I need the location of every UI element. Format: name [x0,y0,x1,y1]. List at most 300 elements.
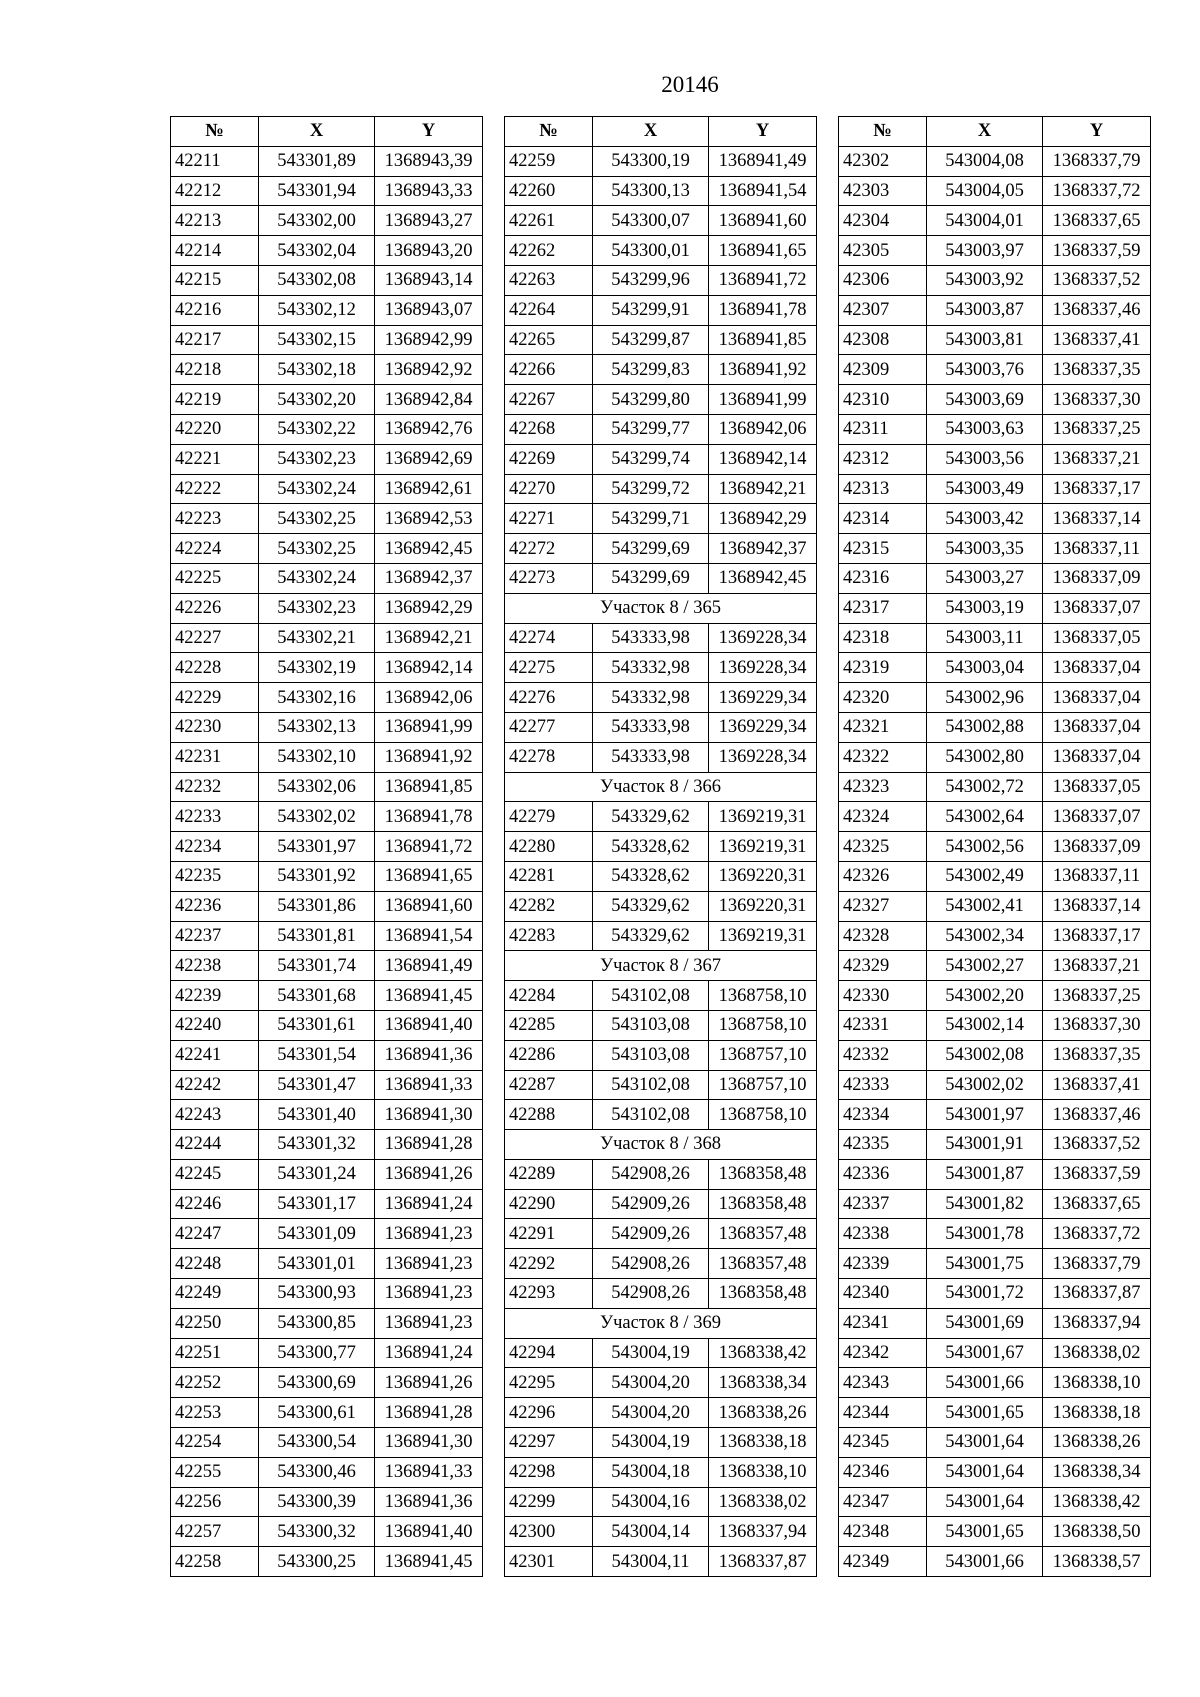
x-coordinate: 543300,69 [259,1368,375,1398]
x-coordinate: 543002,20 [927,981,1043,1011]
y-coordinate: 1368338,34 [1043,1457,1151,1487]
y-coordinate: 1368941,24 [375,1338,483,1368]
point-number: 42285 [505,1010,593,1040]
table-row [839,355,1151,385]
table-row [171,623,483,653]
point-number: 42219 [171,385,259,415]
x-coordinate: 543001,91 [927,1130,1043,1160]
x-coordinate: 543299,87 [593,325,709,355]
table-row [171,1100,483,1130]
x-coordinate: 543001,64 [927,1457,1043,1487]
x-coordinate: 543300,32 [259,1517,375,1547]
x-coordinate: 543004,08 [927,146,1043,176]
table-row [171,1457,483,1487]
table-row [839,265,1151,295]
table-row [171,1249,483,1279]
x-coordinate: 542908,26 [593,1159,709,1189]
table-row [839,1487,1151,1517]
table-row [839,1308,1151,1338]
table-row [505,802,817,832]
y-coordinate: 1368943,07 [375,295,483,325]
y-coordinate: 1368942,29 [375,593,483,623]
y-coordinate: 1368941,36 [375,1040,483,1070]
y-coordinate: 1368358,48 [709,1159,817,1189]
x-coordinate: 543001,66 [927,1368,1043,1398]
point-number: 42339 [839,1249,927,1279]
table-row [171,1338,483,1368]
point-number: 42236 [171,891,259,921]
table-row [839,1100,1151,1130]
point-number: 42312 [839,444,927,474]
y-coordinate: 1368337,14 [1043,504,1151,534]
table-row [839,832,1151,862]
x-coordinate: 543002,41 [927,891,1043,921]
table-row [839,385,1151,415]
table-row [171,325,483,355]
table-row [505,742,817,772]
y-coordinate: 1368337,87 [709,1547,817,1577]
table-row [839,176,1151,206]
section-row [505,593,817,623]
table-row [171,802,483,832]
table-row [505,325,817,355]
x-coordinate: 543001,75 [927,1249,1043,1279]
table-row [505,832,817,862]
y-coordinate: 1368337,65 [1043,1189,1151,1219]
section-title: Участок 8 / 367 [505,951,817,981]
y-coordinate: 1368357,48 [709,1249,817,1279]
table-row [505,1487,817,1517]
point-number: 42269 [505,444,593,474]
point-number: 42296 [505,1398,593,1428]
x-coordinate: 543300,13 [593,176,709,206]
y-coordinate: 1368941,45 [375,981,483,1011]
table-row [505,1547,817,1577]
x-coordinate: 543004,19 [593,1338,709,1368]
table-row [505,1457,817,1487]
table-row [839,534,1151,564]
table-row [839,1338,1151,1368]
point-number: 42310 [839,385,927,415]
y-coordinate: 1368941,60 [375,891,483,921]
point-number: 42284 [505,981,593,1011]
y-coordinate: 1368338,26 [1043,1428,1151,1458]
table-row [171,444,483,474]
point-number: 42328 [839,921,927,951]
table-row [171,1279,483,1309]
x-coordinate: 543302,16 [259,683,375,713]
y-coordinate: 1368338,42 [709,1338,817,1368]
table-row [505,1398,817,1428]
table-row [171,891,483,921]
y-coordinate: 1368757,10 [709,1040,817,1070]
table-row [171,504,483,534]
x-coordinate: 543299,72 [593,474,709,504]
x-coordinate: 543003,11 [927,623,1043,653]
x-coordinate: 543002,96 [927,683,1043,713]
x-coordinate: 543302,13 [259,712,375,742]
y-coordinate: 1368941,28 [375,1398,483,1428]
x-coordinate: 543002,56 [927,832,1043,862]
table-row [839,1249,1151,1279]
y-coordinate: 1368337,52 [1043,265,1151,295]
table-row [839,772,1151,802]
x-coordinate: 543299,91 [593,295,709,325]
table-row [171,1189,483,1219]
point-number: 42253 [171,1398,259,1428]
table-row [839,653,1151,683]
x-coordinate: 543302,04 [259,236,375,266]
y-coordinate: 1368942,37 [709,534,817,564]
y-coordinate: 1368943,33 [375,176,483,206]
y-coordinate: 1368758,10 [709,1010,817,1040]
y-coordinate: 1368338,26 [709,1398,817,1428]
x-coordinate: 543003,81 [927,325,1043,355]
x-coordinate: 543301,24 [259,1159,375,1189]
point-number: 42220 [171,414,259,444]
y-coordinate: 1368358,48 [709,1279,817,1309]
header-number: № [505,117,593,147]
y-coordinate: 1369219,31 [709,921,817,951]
y-coordinate: 1368941,30 [375,1100,483,1130]
x-coordinate: 543001,66 [927,1547,1043,1577]
y-coordinate: 1368337,25 [1043,981,1151,1011]
table-row [171,534,483,564]
x-coordinate: 543329,62 [593,891,709,921]
table-row [505,176,817,206]
y-coordinate: 1368337,21 [1043,444,1151,474]
table-row [839,1189,1151,1219]
table-row [171,176,483,206]
table-row [839,1457,1151,1487]
point-number: 42309 [839,355,927,385]
x-coordinate: 542908,26 [593,1249,709,1279]
point-number: 42234 [171,832,259,862]
point-number: 42326 [839,861,927,891]
y-coordinate: 1368758,10 [709,981,817,1011]
x-coordinate: 543302,00 [259,206,375,236]
x-coordinate: 543301,89 [259,146,375,176]
point-number: 42297 [505,1428,593,1458]
table-row [839,981,1151,1011]
section-title: Участок 8 / 365 [505,593,817,623]
point-number: 42340 [839,1279,927,1309]
x-coordinate: 543102,08 [593,1070,709,1100]
y-coordinate: 1368941,65 [375,861,483,891]
point-number: 42211 [171,146,259,176]
y-coordinate: 1368337,05 [1043,772,1151,802]
table-row [171,1428,483,1458]
coordinates-table-2 [504,116,817,1577]
table-row [171,1040,483,1070]
y-coordinate: 1369220,31 [709,861,817,891]
point-number: 42247 [171,1219,259,1249]
header-y: Y [709,117,817,147]
x-coordinate: 543301,86 [259,891,375,921]
section-row [505,951,817,981]
y-coordinate: 1369219,31 [709,802,817,832]
table-row [505,653,817,683]
table-row [505,146,817,176]
point-number: 42267 [505,385,593,415]
y-coordinate: 1368942,06 [375,683,483,713]
x-coordinate: 543001,67 [927,1338,1043,1368]
x-coordinate: 543299,77 [593,414,709,444]
table-row [505,712,817,742]
table-row [505,504,817,534]
y-coordinate: 1368338,10 [1043,1368,1151,1398]
table-row [505,1249,817,1279]
table-row [839,1368,1151,1398]
point-number: 42345 [839,1428,927,1458]
y-coordinate: 1368337,72 [1043,1219,1151,1249]
x-coordinate: 543302,21 [259,623,375,653]
table-row [839,236,1151,266]
y-coordinate: 1368337,04 [1043,683,1151,713]
y-coordinate: 1368942,69 [375,444,483,474]
x-coordinate: 543003,19 [927,593,1043,623]
y-coordinate: 1368337,41 [1043,1070,1151,1100]
table-row [505,444,817,474]
table-row [839,1010,1151,1040]
y-coordinate: 1369229,34 [709,712,817,742]
point-number: 42349 [839,1547,927,1577]
y-coordinate: 1368941,33 [375,1070,483,1100]
x-coordinate: 543299,69 [593,534,709,564]
table-row [171,1487,483,1517]
x-coordinate: 543003,92 [927,265,1043,295]
table-row [171,1517,483,1547]
y-coordinate: 1368943,14 [375,265,483,295]
point-number: 42242 [171,1070,259,1100]
point-number: 42306 [839,265,927,295]
section-title: Участок 8 / 369 [505,1308,817,1338]
point-number: 42263 [505,265,593,295]
x-coordinate: 543301,09 [259,1219,375,1249]
table-row [171,146,483,176]
y-coordinate: 1368941,65 [709,236,817,266]
x-coordinate: 543301,47 [259,1070,375,1100]
x-coordinate: 543302,02 [259,802,375,832]
x-coordinate: 543300,61 [259,1398,375,1428]
point-number: 42273 [505,563,593,593]
point-number: 42266 [505,355,593,385]
x-coordinate: 543301,40 [259,1100,375,1130]
table-row [505,1040,817,1070]
x-coordinate: 543300,07 [593,206,709,236]
table-row [839,504,1151,534]
point-number: 42327 [839,891,927,921]
x-coordinate: 543300,54 [259,1428,375,1458]
point-number: 42248 [171,1249,259,1279]
y-coordinate: 1369220,31 [709,891,817,921]
x-coordinate: 543003,49 [927,474,1043,504]
point-number: 42332 [839,1040,927,1070]
y-coordinate: 1368941,54 [375,921,483,951]
table-row [505,414,817,444]
point-number: 42277 [505,712,593,742]
y-coordinate: 1368941,72 [709,265,817,295]
table-row [171,861,483,891]
point-number: 42226 [171,593,259,623]
y-coordinate: 1368941,85 [375,772,483,802]
point-number: 42254 [171,1428,259,1458]
table-row [839,1219,1151,1249]
x-coordinate: 543002,14 [927,1010,1043,1040]
table-row [505,474,817,504]
table-row [171,1398,483,1428]
table-row [839,623,1151,653]
table-row [839,146,1151,176]
table-row [505,1010,817,1040]
point-number: 42274 [505,623,593,653]
point-number: 42265 [505,325,593,355]
y-coordinate: 1368337,21 [1043,951,1151,981]
y-coordinate: 1368337,04 [1043,653,1151,683]
x-coordinate: 543332,98 [593,653,709,683]
y-coordinate: 1368942,61 [375,474,483,504]
point-number: 42249 [171,1279,259,1309]
point-number: 42243 [171,1100,259,1130]
x-coordinate: 543328,62 [593,832,709,862]
x-coordinate: 543302,15 [259,325,375,355]
point-number: 42246 [171,1189,259,1219]
table-row [839,414,1151,444]
y-coordinate: 1368337,04 [1043,712,1151,742]
point-number: 42330 [839,981,927,1011]
y-coordinate: 1369229,34 [709,683,817,713]
point-number: 42262 [505,236,593,266]
point-number: 42323 [839,772,927,802]
x-coordinate: 543003,69 [927,385,1043,415]
point-number: 42294 [505,1338,593,1368]
x-coordinate: 543003,35 [927,534,1043,564]
x-coordinate: 543301,68 [259,981,375,1011]
y-coordinate: 1368942,53 [375,504,483,534]
point-number: 42230 [171,712,259,742]
x-coordinate: 543001,64 [927,1487,1043,1517]
x-coordinate: 543300,85 [259,1308,375,1338]
x-coordinate: 543302,25 [259,504,375,534]
y-coordinate: 1368943,27 [375,206,483,236]
x-coordinate: 543301,17 [259,1189,375,1219]
y-coordinate: 1368338,50 [1043,1517,1151,1547]
x-coordinate: 543332,98 [593,683,709,713]
point-number: 42300 [505,1517,593,1547]
x-coordinate: 543299,69 [593,563,709,593]
y-coordinate: 1368941,45 [375,1547,483,1577]
x-coordinate: 543328,62 [593,861,709,891]
point-number: 42315 [839,534,927,564]
x-coordinate: 543002,27 [927,951,1043,981]
table-row [839,325,1151,355]
point-number: 42348 [839,1517,927,1547]
point-number: 42252 [171,1368,259,1398]
y-coordinate: 1368941,72 [375,832,483,862]
x-coordinate: 543300,39 [259,1487,375,1517]
table-row [505,861,817,891]
x-coordinate: 543302,10 [259,742,375,772]
table-row [839,295,1151,325]
point-number: 42295 [505,1368,593,1398]
y-coordinate: 1368943,20 [375,236,483,266]
point-number: 42298 [505,1457,593,1487]
table-row [171,981,483,1011]
y-coordinate: 1368942,21 [375,623,483,653]
point-number: 42307 [839,295,927,325]
point-number: 42288 [505,1100,593,1130]
table-row [171,1368,483,1398]
table-row [839,593,1151,623]
header-number: № [839,117,927,147]
point-number: 42292 [505,1249,593,1279]
table-row [171,236,483,266]
point-number: 42232 [171,772,259,802]
point-number: 42270 [505,474,593,504]
header-x: X [259,117,375,147]
point-number: 42245 [171,1159,259,1189]
y-coordinate: 1368337,30 [1043,1010,1151,1040]
table-row [839,1159,1151,1189]
point-number: 42335 [839,1130,927,1160]
point-number: 42238 [171,951,259,981]
x-coordinate: 543002,72 [927,772,1043,802]
y-coordinate: 1368941,23 [375,1219,483,1249]
x-coordinate: 543004,19 [593,1428,709,1458]
table-row [839,683,1151,713]
y-coordinate: 1368337,94 [709,1517,817,1547]
x-coordinate: 543333,98 [593,742,709,772]
table-row [505,1338,817,1368]
table-row [171,355,483,385]
x-coordinate: 543002,08 [927,1040,1043,1070]
point-number: 42240 [171,1010,259,1040]
header-y: Y [375,117,483,147]
y-coordinate: 1368942,45 [709,563,817,593]
x-coordinate: 543001,65 [927,1517,1043,1547]
y-coordinate: 1368942,99 [375,325,483,355]
x-coordinate: 543102,08 [593,1100,709,1130]
table-row [505,1517,817,1547]
y-coordinate: 1368337,79 [1043,146,1151,176]
table-row [505,385,817,415]
x-coordinate: 543300,19 [593,146,709,176]
y-coordinate: 1368337,25 [1043,414,1151,444]
y-coordinate: 1368942,92 [375,355,483,385]
point-number: 42305 [839,236,927,266]
y-coordinate: 1368757,10 [709,1070,817,1100]
table-row [505,683,817,713]
point-number: 42257 [171,1517,259,1547]
point-number: 42320 [839,683,927,713]
x-coordinate: 543302,06 [259,772,375,802]
point-number: 42293 [505,1279,593,1309]
point-number: 42329 [839,951,927,981]
x-coordinate: 543301,97 [259,832,375,862]
y-coordinate: 1368942,45 [375,534,483,564]
y-coordinate: 1368337,05 [1043,623,1151,653]
point-number: 42301 [505,1547,593,1577]
table-row [171,295,483,325]
table-row [505,355,817,385]
x-coordinate: 543301,92 [259,861,375,891]
x-coordinate: 543302,08 [259,265,375,295]
point-number: 42221 [171,444,259,474]
point-number: 42231 [171,742,259,772]
point-number: 42259 [505,146,593,176]
y-coordinate: 1368337,46 [1043,1100,1151,1130]
x-coordinate: 543002,02 [927,1070,1043,1100]
